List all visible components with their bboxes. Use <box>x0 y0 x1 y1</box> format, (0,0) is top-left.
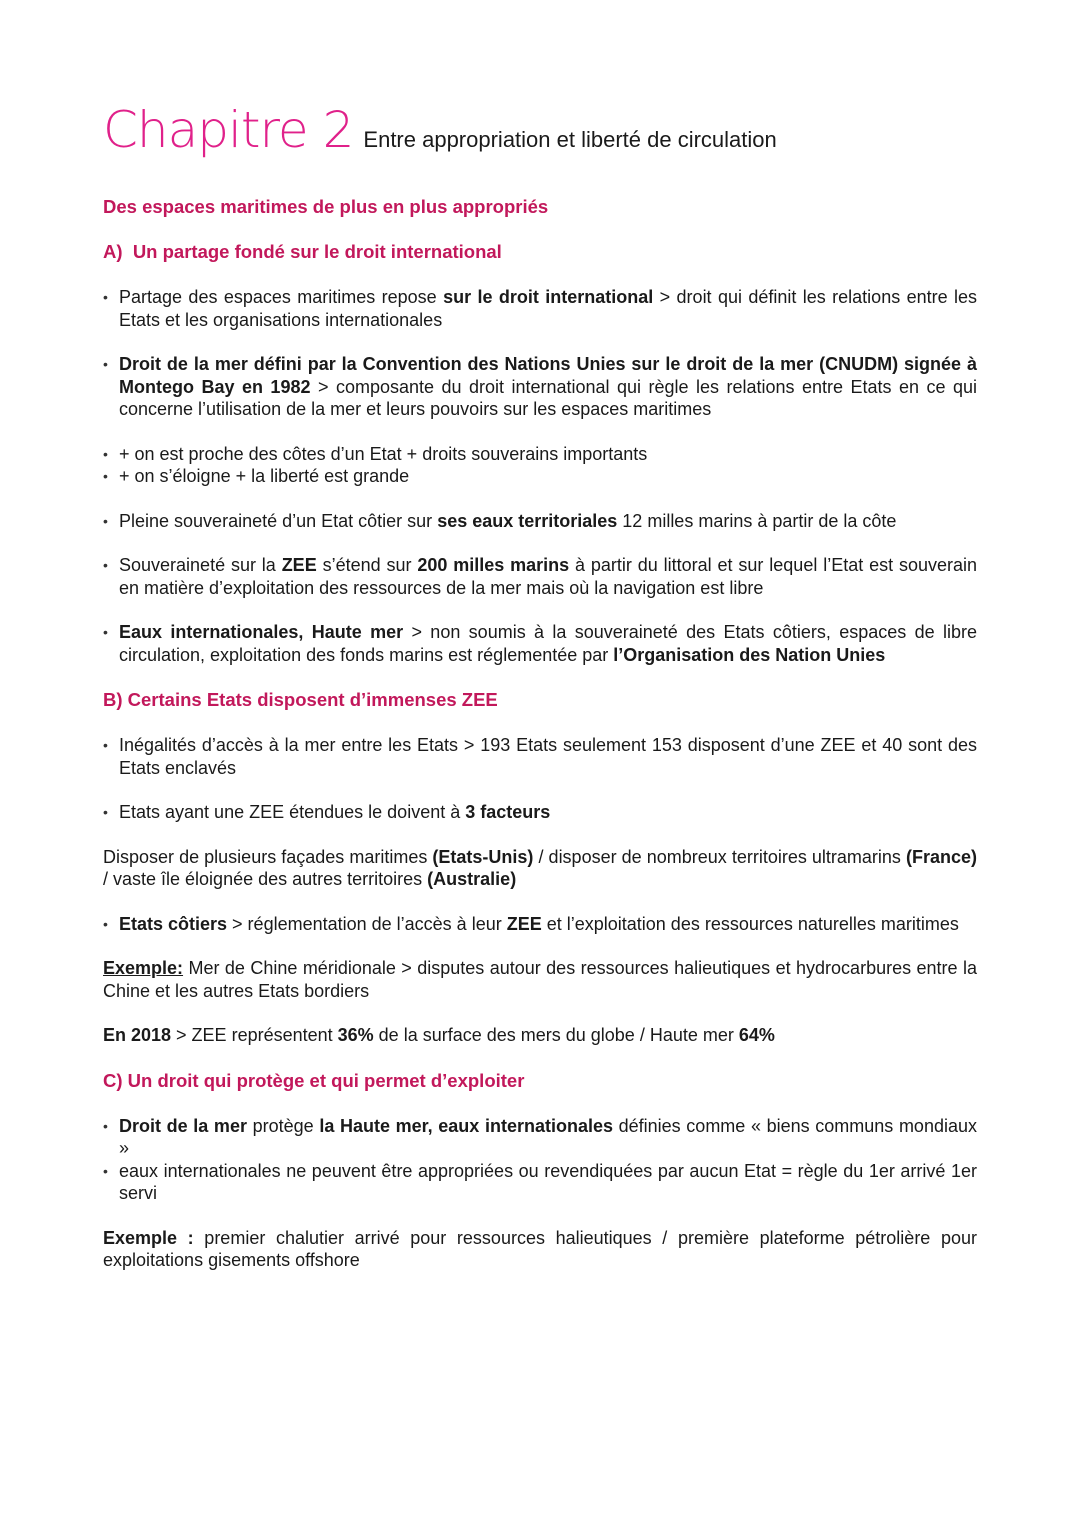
paragraph-example-first-come: Exemple : premier chalutier arrivé pour ressources halieutiques / première plateforme pétrolière pour exploitations gisements offshore <box>103 1227 977 1270</box>
subsection-a-list-1 <box>103 286 977 331</box>
subsection-a-list-6 <box>103 621 977 666</box>
chapter-header <box>103 101 977 167</box>
subsection-a-letter: A) <box>103 241 123 262</box>
chapter-title: Chapitre 2 <box>103 101 354 159</box>
list-item: • eaux internationales ne peuvent être appropriées ou revendiquées par aucun Etat = règle du 1er arrivé 1er servi <box>103 1160 977 1205</box>
list-item: • Partage des espaces maritimes repose sur le droit international > droit qui définit les relations entre les Etats et les organisations internationales <box>103 286 977 331</box>
subsection-a-list-5 <box>103 554 977 599</box>
subsection-a-list-4 <box>103 510 977 533</box>
list-item: • Pleine souveraineté d’un Etat côtier sur ses eaux territoriales 12 milles marins à partir de la côte <box>103 510 977 533</box>
subsection-c-list-1 <box>103 1115 977 1205</box>
list-item: • Eaux internationales, Haute mer > non soumis à la souveraineté des Etats côtiers, espaces de libre circulation, exploitation des fonds marins est réglementée par l’Organisation des Nation Unies <box>103 621 977 666</box>
subsection-a-list-2 <box>103 353 977 421</box>
subsection-c-title: C) Un droit qui protège et qui permet d’exploiter <box>103 1069 525 1091</box>
subsection-a-text: Un partage fondé sur le droit international <box>132 241 502 262</box>
paragraph-example-china: Exemple: Mer de Chine méridionale > disputes autour des ressources halieutiques et hydrocarbures entre la Chine et les autres Etats bordiers <box>103 958 977 1001</box>
subsection-b-title: B) Certains Etats disposent d’immenses ZEE <box>103 689 498 710</box>
list-item: • Droit de la mer défini par la Convention des Nations Unies sur le droit de la mer (CNUDM) signée à Montego Bay en 1982 > composante du droit international qui règle les relations entre Etats en ce qui concerne l’utilisation de la mer et leurs pouvoirs sur les espaces maritimes <box>103 353 977 421</box>
subsection-b-list-2 <box>103 801 977 824</box>
paragraph-2018-stats: En 2018 > ZEE représentent 36% de la surface des mers du globe / Haute mer 64% <box>103 1025 775 1045</box>
subsection-b-list-1 <box>103 734 977 779</box>
list-item: • Inégalités d’accès à la mer entre les Etats > 193 Etats seulement 153 disposent d’une ZEE et 40 sont des Etats enclavés <box>103 734 977 779</box>
list-item: • Etats côtiers > réglementation de l’accès à leur ZEE et l’exploitation des ressources naturelles maritimes <box>103 913 977 936</box>
paragraph-factors: Disposer de plusieurs façades maritimes (Etats-Unis) / disposer de nombreux territoires ultramarins (France) / vaste île éloignée des autres territoires (Australie) <box>103 846 977 889</box>
list-item: • Droit de la mer protège la Haute mer, eaux internationales définies comme « biens communs mondiaux » <box>103 1115 977 1160</box>
list-item: • Souveraineté sur la ZEE s’étend sur 200 milles marins à partir du littoral et sur lequel l’Etat est souverain en matière d’exploitation des ressources de la mer mais où la navigation est libre <box>103 554 977 599</box>
list-item: • + on s’éloigne + la liberté est grande <box>103 465 977 488</box>
list-item: • + on est proche des côtes d’un Etat + droits souverains importants <box>103 443 977 466</box>
section-title: Des espaces maritimes de plus en plus appropriés <box>103 196 549 217</box>
document-page <box>103 101 978 1272</box>
subsection-b-list-3 <box>103 913 977 936</box>
chapter-subtitle: Entre appropriation et liberté de circulation <box>363 127 777 152</box>
subsection-a-title <box>103 240 977 264</box>
subsection-a-list-3 <box>103 443 977 488</box>
list-item: • Etats ayant une ZEE étendues le doivent à 3 facteurs <box>103 801 977 824</box>
